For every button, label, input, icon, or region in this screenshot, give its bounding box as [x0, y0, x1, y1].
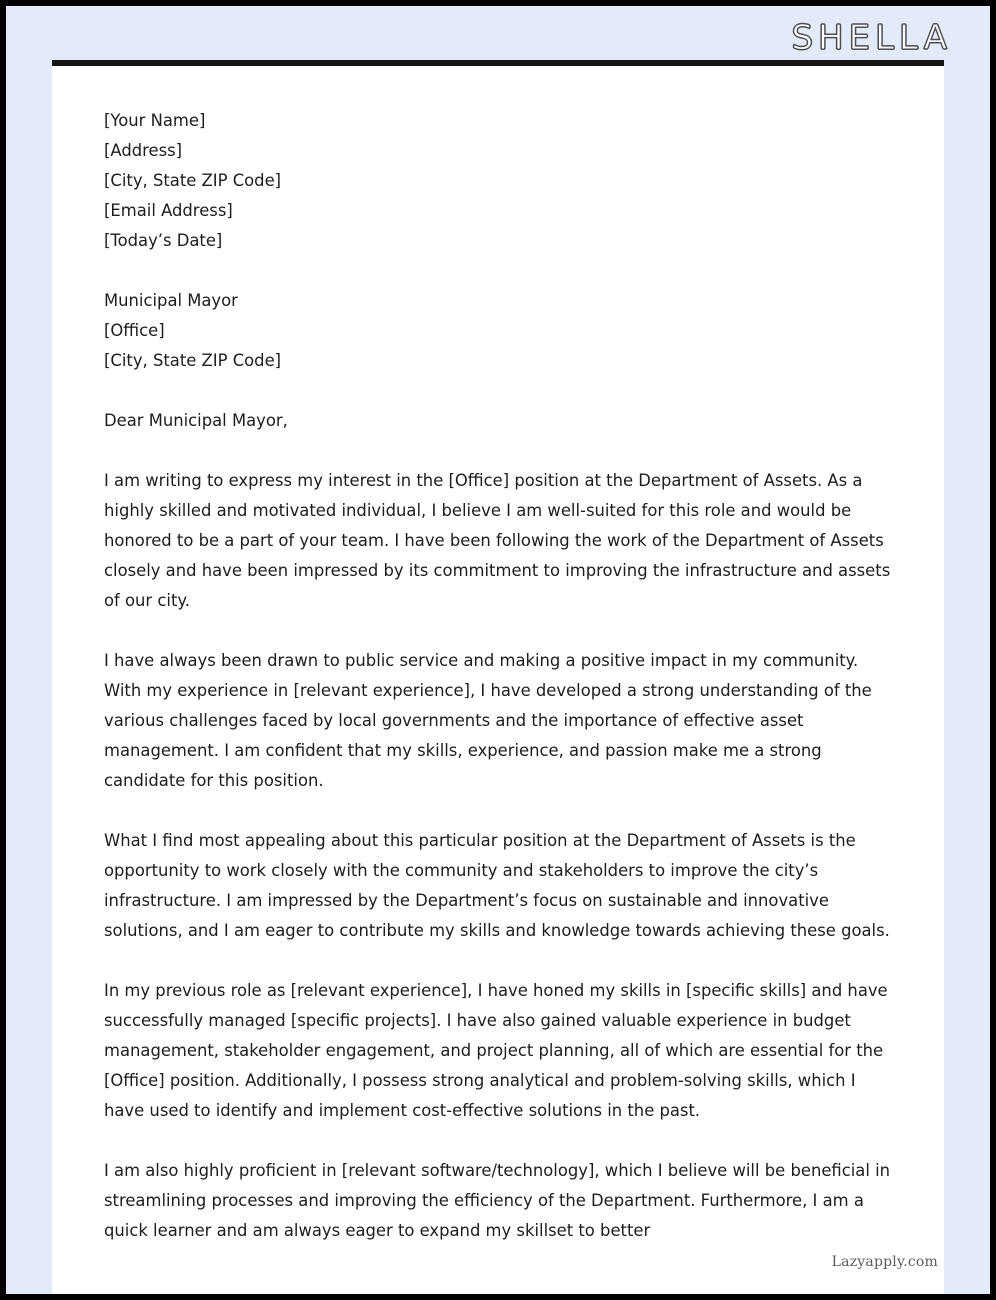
document-container	[52, 60, 944, 1294]
sender-line: [Address]	[104, 141, 183, 160]
watermark-label: Lazyapply.com	[831, 1254, 938, 1270]
sender-line: [Email Address]	[104, 201, 233, 220]
document-sheet	[52, 66, 944, 1300]
letter-paragraph: I have always been drawn to public service and making a positive impact in my community. With my experience in [relevant experience], I have developed a strong understanding of the various challenges faced by local governments and the importance of effective asset management. I am confident that my skills, experience, and passion make me a strong candidate for this position.	[104, 651, 872, 790]
salutation: Dear Municipal Mayor,	[104, 411, 288, 430]
letter-paragraph: In my previous role as [relevant experience], I have honed my skills in [specific skills] and have successfully managed [specific projects]. I have also gained valuable experience in budget management, stakeholder engagement, and project planning, all of which are essential for the [Office] position. Additionally, I possess strong analytical and problem-solving skills, which I have used to identify and implement cost-effective solutions in the past.	[104, 981, 888, 1120]
recipient-line: Municipal Mayor	[104, 291, 238, 310]
recipient-line: [City, State ZIP Code]	[104, 351, 282, 370]
sender-address-block	[104, 106, 892, 256]
brand-title: SHELLA	[791, 18, 952, 58]
sender-line: [Your Name]	[104, 111, 206, 130]
recipient-line: [Office]	[104, 321, 165, 340]
letter-paragraph: What I find most appealing about this particular position at the Department of Assets is the opportunity to work closely with the community and stakeholders to improve the city’s infrastructure. I am impressed by the Department’s focus on sustainable and innovative solutions, and I am eager to contribute my skills and knowledge towards achieving these goals.	[104, 831, 890, 940]
recipient-address-block	[104, 286, 892, 376]
sender-line: [City, State ZIP Code]	[104, 171, 282, 190]
sender-line: [Today’s Date]	[104, 231, 223, 250]
letter-paragraph: I am also highly proficient in [relevant software/technology], which I believe will be beneficial in streamlining processes and improving the efficiency of the Department. Furthermore, I am a quick learner and am always eager to expand my skillset to better	[104, 1161, 891, 1240]
letter-paragraph: I am writing to express my interest in the [Office] position at the Department of Assets. As a highly skilled and motivated individual, I believe I am well-suited for this role and would be honored to be a part of your team. I have been following the work of the Department of Assets closely and have been impressed by its commitment to improving the infrastructure and assets of our city.	[104, 471, 891, 610]
cover-letter	[104, 106, 892, 1246]
